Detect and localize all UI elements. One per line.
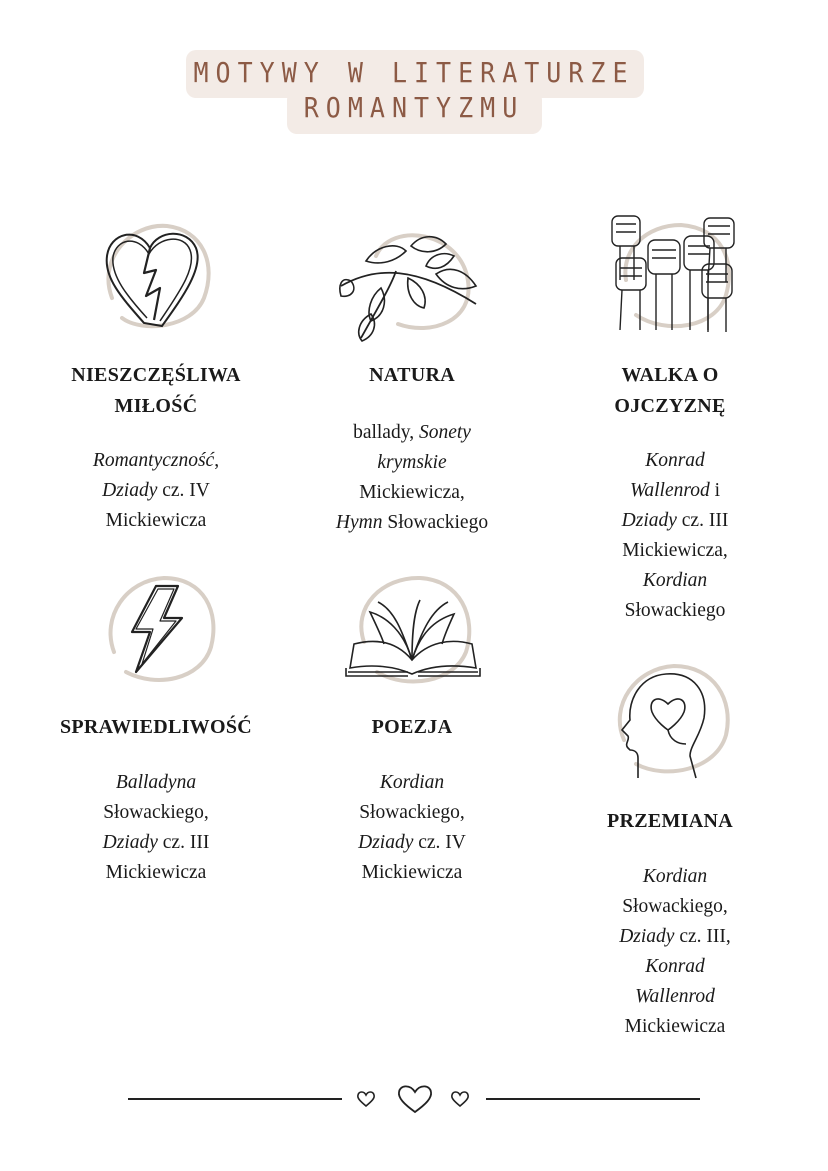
body-text: Mickiewicza [105,862,207,883]
heading-line: NATURA [369,364,455,386]
body-line [570,566,780,596]
body-line [56,476,256,506]
body-line [570,476,780,506]
leaves-icon [336,226,486,346]
work-title: Balladyna [115,772,197,793]
motif-body-fight-for-homeland [570,446,780,626]
raised-fists-icon [606,210,746,338]
heading-line: WALKA O [621,364,719,386]
lightning-bolt-icon [96,572,222,690]
body-line [56,446,256,476]
body-text: cz. III [157,832,210,853]
body-text: i [709,480,721,501]
body-line [312,448,512,478]
body-line [56,858,256,888]
body-line [312,768,512,798]
body-text: Mickiewicza, [359,482,465,503]
body-line [570,982,780,1012]
body-text: Mickiewicza, [622,540,728,561]
body-text: Mickiewicza [105,510,207,531]
body-text: , [214,450,220,471]
motif-heading-fight-for-homeland [570,360,770,422]
body-text: Mickiewicza [624,1016,726,1037]
body-line [312,798,512,828]
body-line [312,478,512,508]
body-line [570,446,780,476]
heading-line: NIESZCZĘŚLIWA [71,364,241,386]
heading-line: MIŁOŚĆ [114,395,198,417]
body-text: cz. IV [413,832,466,853]
body-text: cz. IV [157,480,210,501]
body-text: Słowackiego, [103,802,209,823]
body-line [56,798,256,828]
motif-body-transformation [570,862,780,1042]
open-book-icon [342,572,484,690]
work-title: Dziady [358,832,414,853]
heading-line: PRZEMIANA [606,810,734,832]
work-title: Konrad [645,956,705,977]
body-text: Mickiewicza [361,862,463,883]
page-title-line-1: MOTYWY W LITERATURZE [193,56,635,89]
work-title: Dziady [102,480,158,501]
small-heart-icon [450,1090,470,1112]
body-line [570,1012,780,1042]
motif-body-poetry [312,768,512,888]
work-title: Wallenrod [635,986,715,1007]
body-text: cz. III, [674,926,731,947]
broken-heart-icon [92,218,222,336]
work-title: Kordian [642,570,708,591]
body-line [312,418,512,448]
body-line [312,828,512,858]
work-title: Dziady [621,510,677,531]
motif-heading-nature [312,360,512,391]
body-line [570,892,780,922]
body-line [312,858,512,888]
body-line [570,922,780,952]
motif-heading-poetry [312,712,512,743]
work-title: Kordian [379,772,445,793]
footer-divider-left [128,1098,342,1100]
body-line [570,952,780,982]
body-line [56,506,256,536]
motif-body-nature [312,418,512,538]
work-title: Wallenrod [629,480,710,501]
work-title: krymskie [377,452,447,473]
motif-heading-unhappy-love [40,360,272,422]
work-title: Kordian [642,866,708,887]
body-text: Słowackiego, [359,802,465,823]
large-heart-icon [396,1083,434,1119]
body-text: ballady, [353,422,419,443]
body-line [570,596,780,626]
work-title: Dziady [619,926,675,947]
heading-line: POEZJA [371,716,453,738]
body-text: cz. III [676,510,729,531]
body-line [56,768,256,798]
motif-body-unhappy-love [56,446,256,536]
footer-divider-right [486,1098,700,1100]
body-text: Słowackiego, [622,896,728,917]
body-line [570,536,780,566]
body-line [570,862,780,892]
body-text: Słowackiego [382,512,489,533]
page-title-line-2: ROMANTYZMU [303,91,525,124]
heading-line: OJCZYZNĘ [614,395,726,417]
body-text: Słowackiego [624,600,726,621]
work-title: Sonety [418,422,471,443]
head-with-heart-icon [604,660,740,782]
motif-heading-transformation [570,806,770,837]
heading-line: SPRAWIEDLIWOŚĆ [59,716,253,738]
work-title: Romantyczność [92,450,215,471]
body-line [56,828,256,858]
work-title: Hymn [335,512,383,533]
motif-body-justice [56,768,256,888]
body-line [312,508,512,538]
work-title: Dziady [102,832,158,853]
motif-heading-justice [36,712,276,743]
work-title: Konrad [645,450,705,471]
small-heart-icon [356,1090,376,1112]
body-line [570,506,780,536]
